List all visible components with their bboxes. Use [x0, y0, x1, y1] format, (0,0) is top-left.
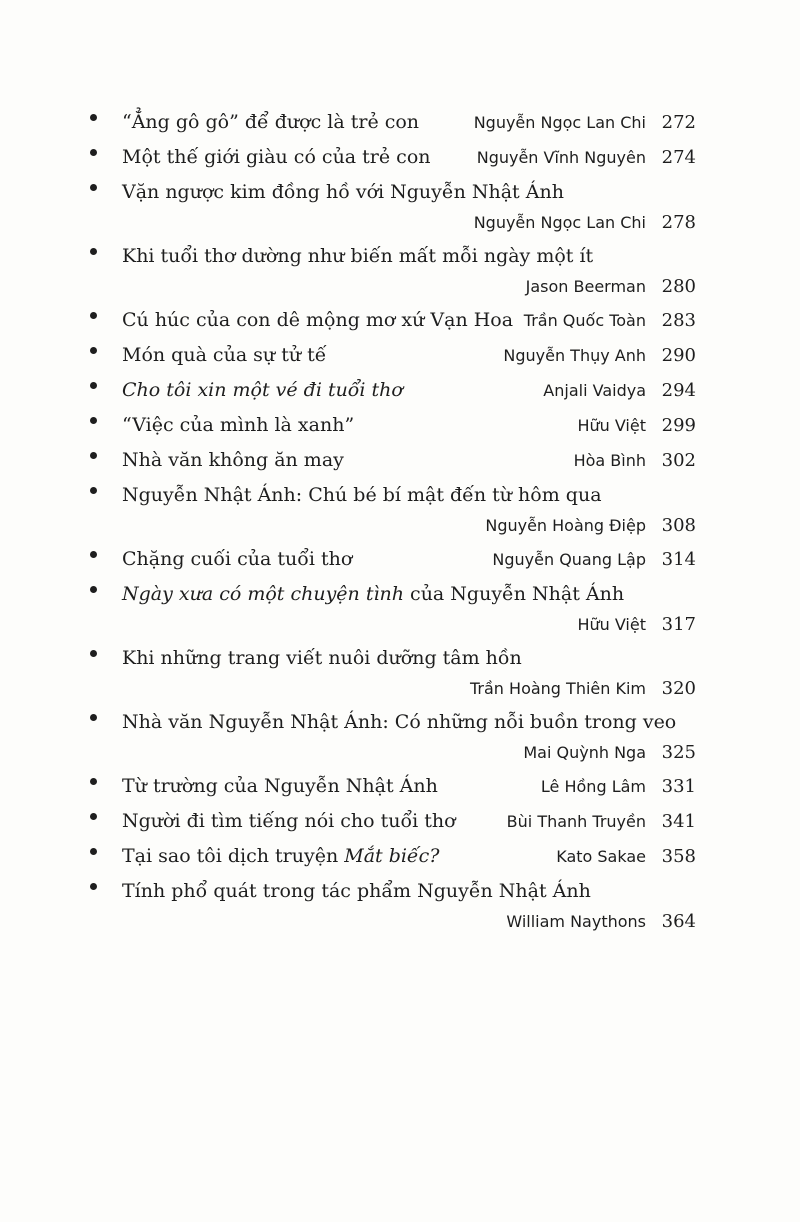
entry-page-number: 331: [661, 776, 696, 797]
toc-entry: [90, 302, 700, 337]
entry-page-number: 283: [661, 310, 696, 331]
entry-title: Tính phổ quát trong tác phẩm Nguyễn Nhật Ánh: [122, 880, 591, 902]
toc-entry: [90, 541, 700, 576]
entry-author: Nguyễn Quang Lập: [492, 550, 646, 569]
entry-title: [122, 844, 439, 868]
toc-entry: [90, 372, 700, 407]
entry-author: Kato Sakae: [556, 847, 646, 866]
toc-entry: [90, 442, 700, 477]
bullet-icon: [90, 347, 97, 354]
entry-title: Vặn ngược kim đồng hồ với Nguyễn Nhật Ánh: [122, 181, 564, 203]
entry-title-italic: Mắt biếc?: [344, 845, 440, 867]
entry-author: Nguyễn Ngọc Lan Chi: [473, 213, 646, 232]
bullet-icon: [90, 487, 97, 494]
entry-title: Từ trường của Nguyễn Nhật Ánh: [122, 775, 438, 797]
entry-title: Chặng cuối của tuổi thơ: [122, 548, 353, 570]
entry-page-number: 320: [661, 678, 696, 699]
entry-title: Nhà văn không ăn may: [122, 449, 344, 471]
bullet-icon: [90, 778, 97, 785]
bullet-icon: [90, 586, 97, 593]
bullet-icon: [90, 312, 97, 319]
entry-page-number: 274: [661, 147, 696, 168]
bullet-icon: [90, 114, 97, 121]
entry-page-number: 341: [661, 811, 696, 832]
entry-title: Nhà văn Nguyễn Nhật Ánh: Có những nỗi buồn trong veo: [122, 711, 677, 733]
toc-entry: [90, 873, 700, 937]
toc-entry: [90, 768, 700, 803]
entry-author: Nguyễn Ngọc Lan Chi: [473, 113, 646, 132]
entry-title: “Việc của mình là xanh”: [122, 414, 355, 436]
entry-title: Khi tuổi thơ dường như biến mất mỗi ngày một ít: [122, 245, 594, 267]
entry-title: Cú húc của con dê mộng mơ xứ Vạn Hoa: [122, 309, 514, 331]
bullet-icon: [90, 417, 97, 424]
toc-entry: [90, 803, 700, 838]
toc-entry: [90, 838, 700, 873]
entry-page-number: 294: [661, 380, 696, 401]
bullet-icon: [90, 714, 97, 721]
entry-page-number: 290: [661, 345, 696, 366]
bullet-icon: [90, 551, 97, 558]
entry-author: William Naythons: [506, 912, 646, 931]
entry-title: “Ẳng gô gô” để được là trẻ con: [122, 111, 420, 133]
bullet-icon: [90, 149, 97, 156]
entry-title: Một thế giới giàu có của trẻ con: [122, 146, 431, 168]
entry-author: Nguyễn Thụy Anh: [503, 346, 646, 365]
toc-entry: [90, 337, 700, 372]
entry-title-italic: Cho tôi xin một vé đi tuổi thơ: [122, 379, 403, 401]
entry-page-number: 278: [661, 212, 696, 233]
toc-entry: [90, 576, 700, 640]
entry-title: Người đi tìm tiếng nói cho tuổi thơ: [122, 810, 456, 832]
entry-page-number: 317: [661, 614, 696, 635]
entry-author: Bùi Thanh Truyền: [506, 812, 646, 831]
entry-page-number: 314: [661, 549, 696, 570]
table-of-contents: [90, 104, 700, 937]
entry-page-number: 272: [661, 112, 696, 133]
entry-author: Anjali Vaidya: [543, 381, 646, 400]
toc-entry: [90, 704, 700, 768]
entry-author: Hữu Việt: [577, 416, 646, 435]
entry-title: Nguyễn Nhật Ánh: Chú bé bí mật đến từ hôm qua: [122, 484, 602, 506]
entry-page-number: 358: [661, 846, 696, 867]
entry-author: Nguyễn Vĩnh Nguyên: [476, 148, 646, 167]
entry-page-number: 299: [661, 415, 696, 436]
entry-page-number: 364: [661, 911, 696, 932]
bullet-icon: [90, 848, 97, 855]
entry-page-number: 302: [661, 450, 696, 471]
bullet-icon: [90, 813, 97, 820]
toc-entry: [90, 238, 700, 302]
entry-title: Món quà của sự tử tế: [122, 344, 327, 366]
bullet-icon: [90, 184, 97, 191]
bullet-icon: [90, 883, 97, 890]
bullet-icon: [90, 650, 97, 657]
entry-author: Trần Quốc Toàn: [523, 311, 646, 330]
entry-page-number: 280: [661, 276, 696, 297]
entry-page-number: 325: [661, 742, 696, 763]
entry-author: Hữu Việt: [577, 615, 646, 634]
bullet-icon: [90, 452, 97, 459]
entry-title-italic: Ngày xưa có một chuyện tình: [122, 583, 405, 605]
entry-author: Trần Hoàng Thiên Kim: [470, 679, 646, 698]
entry-author: Lê Hồng Lâm: [540, 777, 646, 796]
entry-page-number: 308: [661, 515, 696, 536]
entry-author: Mai Quỳnh Nga: [523, 743, 646, 762]
entry-title: Khi những trang viết nuôi dưỡng tâm hồn: [122, 647, 522, 669]
toc-entry: [90, 407, 700, 442]
toc-entry: [90, 477, 700, 541]
toc-entry: [90, 139, 700, 174]
bullet-icon: [90, 248, 97, 255]
entry-title: [122, 378, 403, 402]
toc-entry: [90, 174, 700, 238]
entry-title: [122, 582, 624, 606]
entry-author: Nguyễn Hoàng Điệp: [485, 516, 646, 535]
entry-title-text: Tại sao tôi dịch truyện: [122, 845, 345, 867]
entry-author: Hòa Bình: [573, 451, 646, 470]
toc-entry: [90, 104, 700, 139]
toc-entry: [90, 640, 700, 704]
entry-author: Jason Beerman: [525, 277, 646, 296]
bullet-icon: [90, 382, 97, 389]
entry-title-rest: của Nguyễn Nhật Ánh: [404, 583, 625, 605]
